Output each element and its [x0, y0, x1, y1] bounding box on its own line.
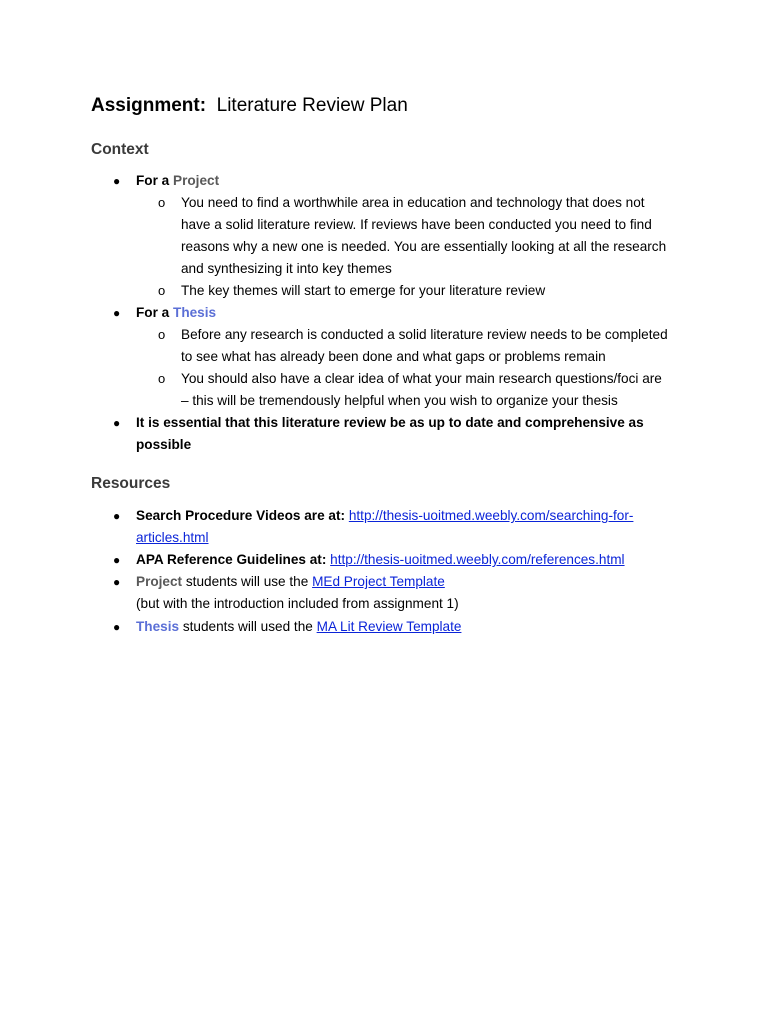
sub-bullet-icon: o: [158, 195, 166, 210]
videos-link-continued[interactable]: articles.html: [136, 530, 209, 545]
essential-note: It is essential that this literature review be as up to date and comprehensive as: [136, 415, 644, 430]
sub-bullet-icon: o: [158, 327, 166, 342]
list-item-project-template: [136, 571, 445, 593]
sublist-item-continued: reasons why a new one is needed. You are essentially looking at all the research: [181, 239, 667, 254]
project-keyword-resource: Project: [136, 574, 183, 589]
sublist-item: The key themes will start to emerge for your literature review: [181, 283, 546, 298]
sublist-item: You need to find a worthwhile area in education and technology that does not: [181, 195, 645, 210]
sublist-item-continued: have a solid literature review. If reviews have been conducted you need to find: [181, 217, 652, 232]
bullet-icon: ●: [113, 174, 121, 188]
sublist-item-continued: to see what has already been done and what gaps or problems remain: [181, 349, 606, 364]
list-item-videos-continued: [136, 527, 209, 549]
project-note: (but with the introduction included from assignment 1): [136, 596, 459, 611]
sub-bullet-icon: o: [158, 371, 166, 386]
thesis-keyword-resource: Thesis: [136, 619, 180, 634]
project-keyword: Project: [173, 173, 220, 188]
bullet-icon: ●: [113, 416, 121, 430]
sublist-item-continued: – this will be tremendously helpful when you wish to organize your thesis: [181, 393, 618, 408]
sublist-item: You should also have a clear idea of what your main research questions/foci are: [181, 371, 662, 386]
list-item-thesis-template: [136, 616, 461, 638]
list-item-apa: [136, 549, 625, 571]
list-item-project: [136, 170, 219, 192]
project-prefix: For a: [136, 173, 170, 188]
thesis-keyword: Thesis: [173, 305, 217, 320]
sublist-item: Before any research is conducted a solid literature review needs to be completed: [181, 327, 668, 342]
essential-note-continued: possible: [136, 437, 192, 452]
thesis-prefix: For a: [136, 305, 170, 320]
bullet-icon: ●: [113, 306, 121, 320]
page-title: [91, 94, 408, 118]
thesis-text: students will used the: [182, 619, 313, 634]
title-text: Literature Review Plan: [216, 95, 408, 116]
context-heading: Context: [91, 141, 149, 158]
sublist-item-continued: and synthesizing it into key themes: [181, 261, 392, 276]
videos-label: Search Procedure Videos are at:: [136, 508, 346, 523]
apa-label: APA Reference Guidelines at:: [136, 552, 327, 567]
list-item-videos: [136, 505, 633, 527]
apa-link[interactable]: http://thesis-uoitmed.weebly.com/references.html: [330, 552, 625, 567]
bullet-icon: ●: [113, 620, 121, 634]
med-project-template-link[interactable]: MEd Project Template: [312, 574, 445, 589]
bullet-icon: ●: [113, 509, 121, 523]
bullet-icon: ●: [113, 553, 121, 567]
ma-lit-review-template-link[interactable]: MA Lit Review Template: [316, 619, 462, 634]
list-item-thesis: [136, 302, 216, 324]
videos-link[interactable]: http://thesis-uoitmed.weebly.com/searching-for-: [348, 508, 634, 523]
project-text: students will use the: [185, 574, 309, 589]
sub-bullet-icon: o: [158, 283, 166, 298]
resources-heading: Resources: [91, 475, 171, 492]
title-label: Assignment:: [91, 95, 207, 116]
bullet-icon: ●: [113, 575, 121, 589]
